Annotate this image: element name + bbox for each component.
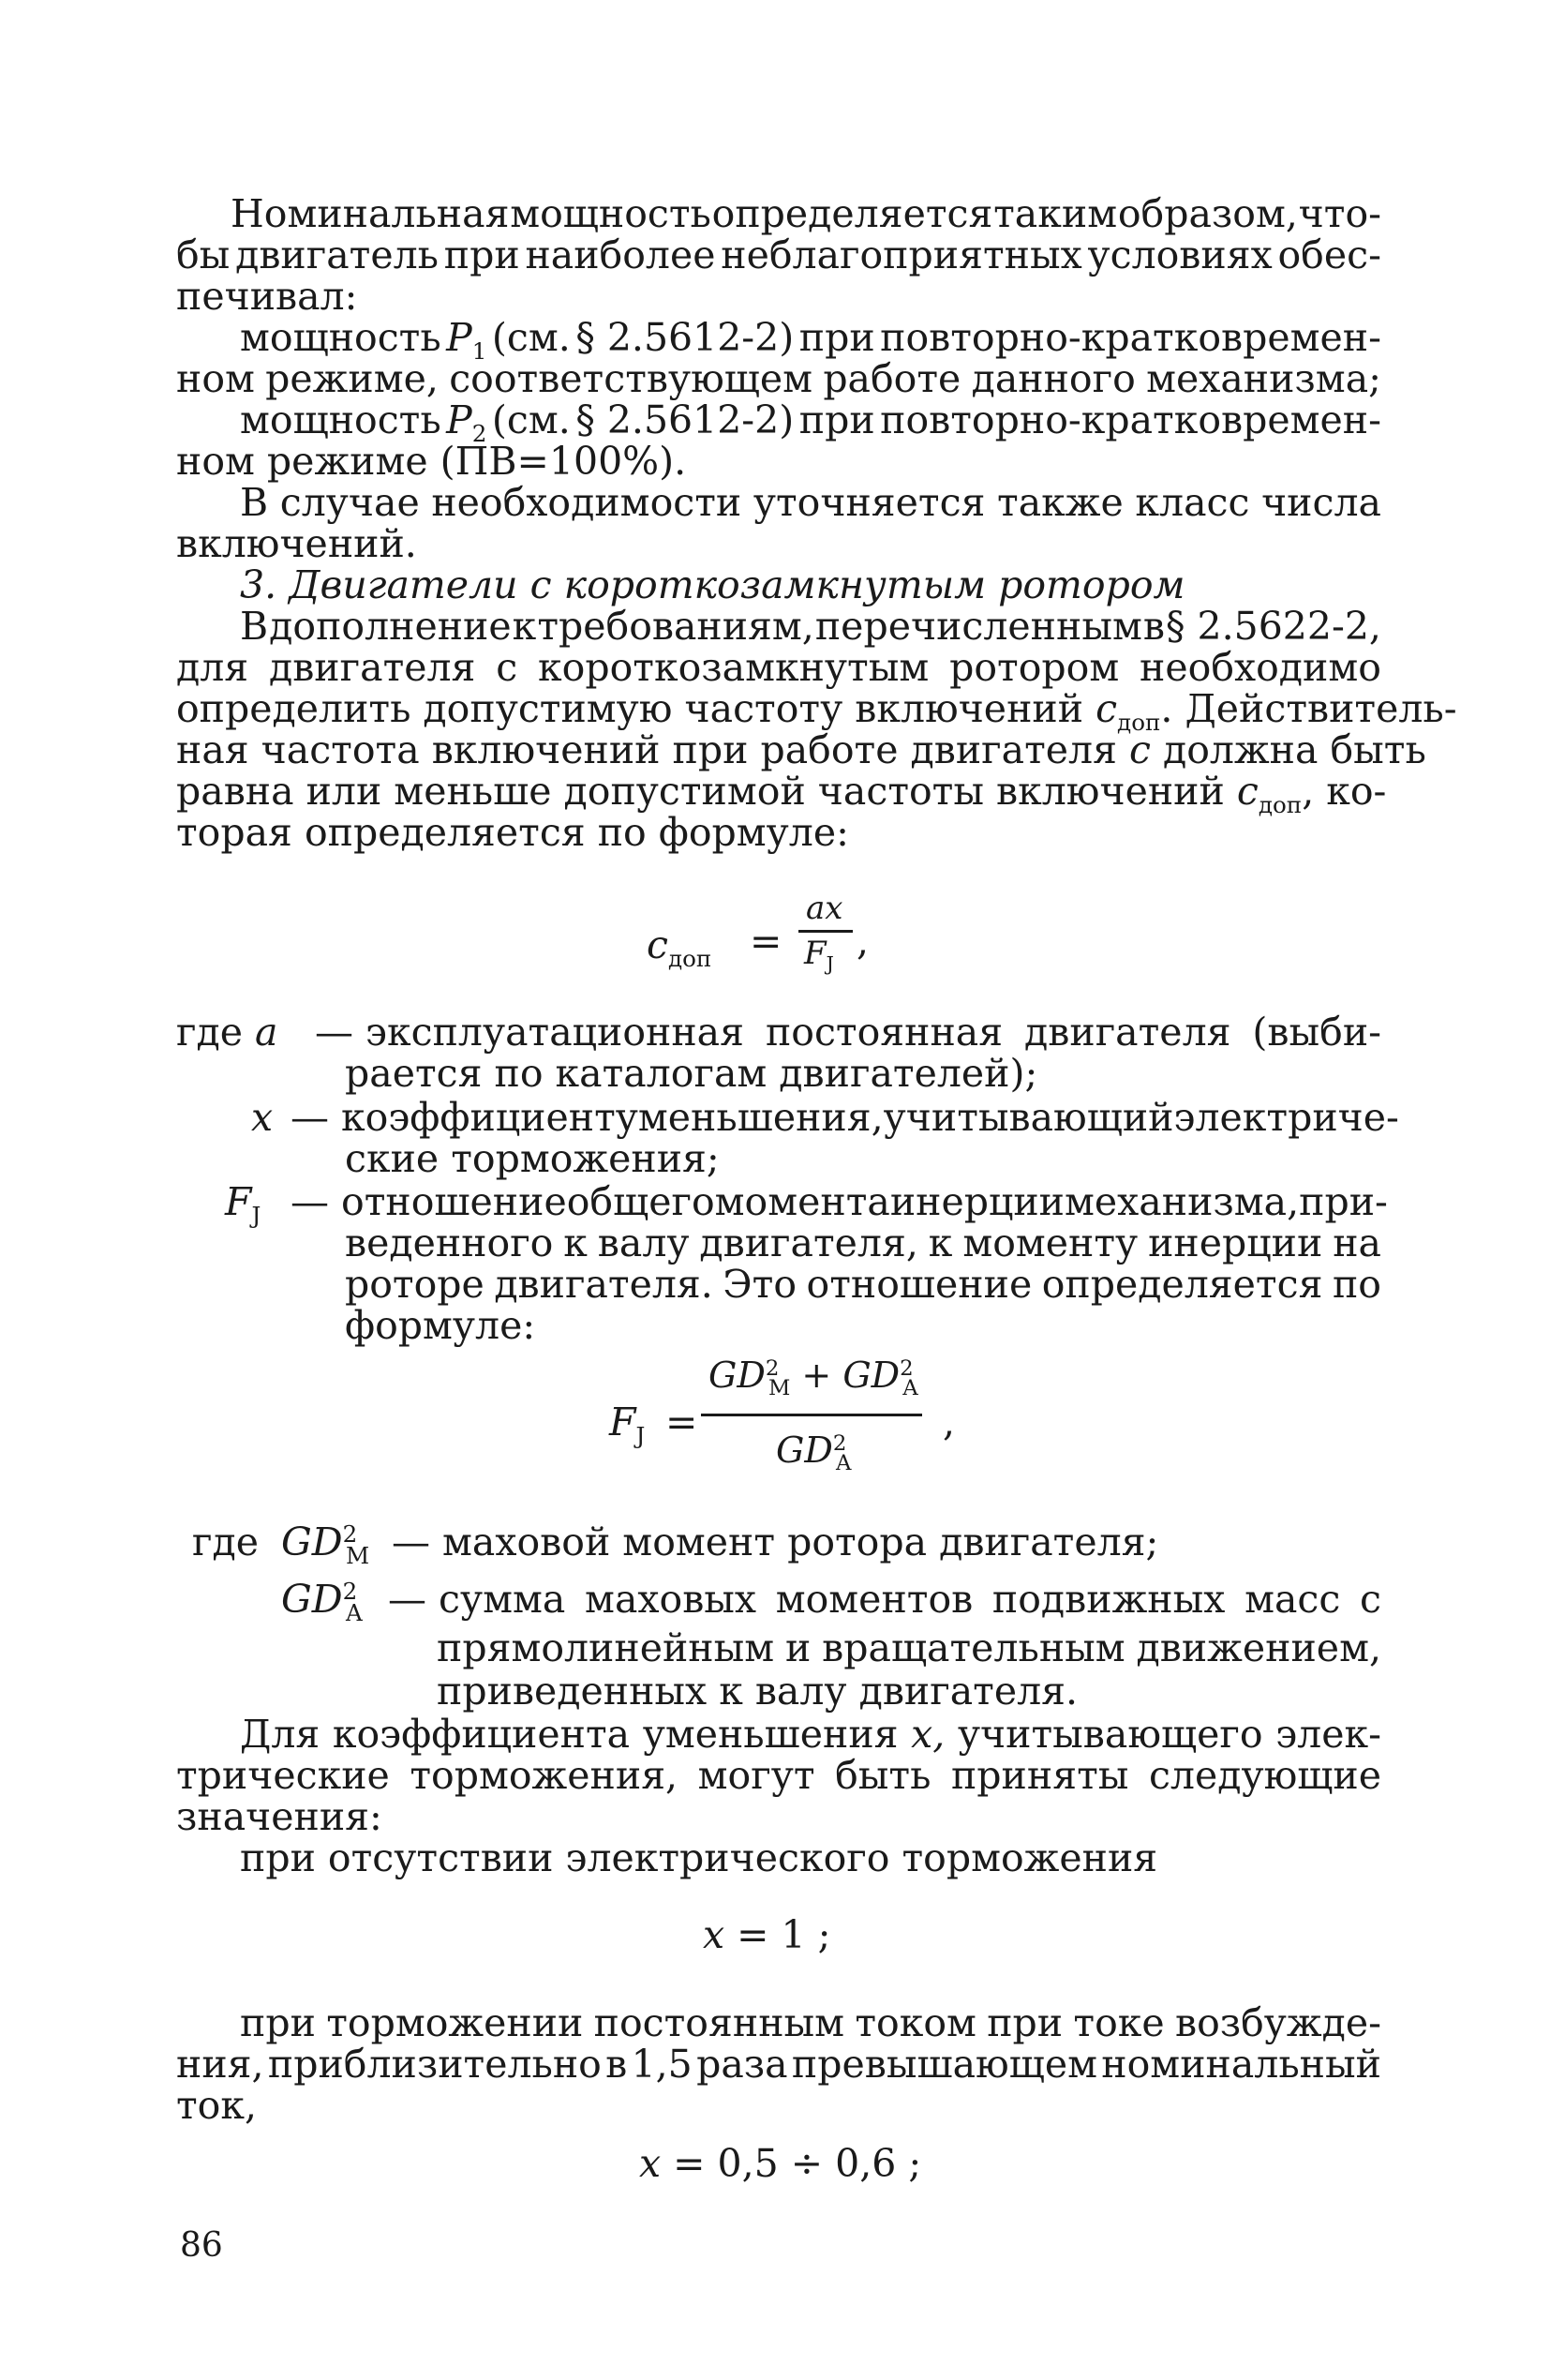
defs1-f-symbol: $F_J$ — [225, 1179, 261, 1229]
case2-line2: ния, приблизительно в 1,5 раза превышающем номинальный — [176, 2042, 1381, 2087]
defs1-f-line4: формуле: — [345, 1303, 536, 1348]
formula1-fraction-bar — [798, 930, 853, 933]
formula1-lhs: $c_{доп}$ — [647, 922, 712, 972]
para3-line6: торая определяется по формуле: — [176, 810, 849, 855]
para3-line1: В дополнение к требованиям, перечисленным в § 2.5622-2, — [240, 604, 1381, 649]
defs1-x-symbol: x — [251, 1095, 274, 1140]
case2-line1: при торможении постоянным током при токе возбужде- — [240, 2000, 1381, 2045]
section-heading: 3. Двигатели с короткозамкнутым ротором — [240, 562, 1185, 607]
formula1-denominator: $F_J$ — [804, 935, 834, 976]
defs1-a-line2: рается по каталогам двигателей); — [345, 1051, 1038, 1096]
para3-line4: ная частота включений при работе двигателя c должна быть — [176, 727, 1426, 772]
defs2-lead: где — [192, 1519, 259, 1564]
item2-line2: ном режиме (ПВ=100%). — [176, 439, 687, 484]
para1-line3: печивал: — [176, 274, 358, 319]
para3-line5: равна или меньше допустимой частоты включений $c_{доп}$, ко- — [176, 769, 1387, 818]
defs2-m-text: — маховой момент ротора двигателя; — [392, 1519, 1159, 1564]
item1-line2: ном режиме, соответствующем работе данного механизма; — [176, 356, 1381, 401]
formula1-numerator: ax — [806, 890, 843, 927]
defs1-x-line2: ские торможения; — [345, 1136, 720, 1181]
defs1-f-line3: роторе двигателя. Это отношение определяется по — [345, 1262, 1381, 1307]
formula1-comma: , — [857, 919, 870, 964]
para4-line1: Для коэффициента уменьшения x, учитывающего элек- — [240, 1712, 1381, 1757]
defs2-m-symbol: $GD^2_M$ — [281, 1519, 370, 1569]
defs2-a-line2: прямолинейным и вращательным движением, — [437, 1625, 1381, 1670]
item1-line1: мощность $P_1$ (см. § 2.5612-2) при повторно-кратковремен- — [240, 315, 1381, 365]
formula2-lhs: $F_J$ — [609, 1400, 646, 1449]
defs2-a-line1: — сумма маховых моментов подвижных масс с — [388, 1577, 1381, 1622]
formula2-fraction-bar — [701, 1414, 922, 1416]
defs1-f-line1: — отношение общего момента инерции механизма, при- — [291, 1179, 1388, 1224]
para3-line2: для двигателя с короткозамкнутым ротором необходимо — [176, 645, 1381, 690]
formula2-comma: , — [943, 1400, 956, 1444]
case2-line3: ток, — [176, 2083, 258, 2128]
formula3: x = 1 ; — [703, 1912, 831, 1957]
para1-line2: бы двигатель при наиболее неблагоприятных условиях обес- — [176, 232, 1381, 277]
formula2-eq: = — [665, 1400, 698, 1444]
item2-line1: мощность $P_2$ (см. § 2.5612-2) при повторно-кратковремен- — [240, 397, 1381, 447]
para1-line1: Номинальная мощность определяется таким образом, что- — [231, 191, 1381, 236]
defs1-a-line1: — эксплуатационная постоянная двигателя (выби- — [315, 1010, 1381, 1055]
defs1-f-line2: веденного к валу двигателя, к моменту инерции на — [345, 1220, 1381, 1265]
formula2-denominator: $GD^2_A$ — [776, 1429, 852, 1475]
defs1-x-line1: — коэффициент уменьшения, учитывающий электриче- — [291, 1095, 1399, 1140]
para2-line2: включений. — [176, 521, 417, 566]
formula2-numerator: $GD^2_M + GD^2_A$ — [708, 1355, 918, 1400]
formula1-eq: = — [750, 919, 782, 964]
para4-line2: трические торможения, могут быть приняты следующие — [176, 1753, 1381, 1798]
page-number: 86 — [180, 2226, 223, 2265]
case1-text: при отсутствии электрического торможения — [240, 1835, 1158, 1880]
para4-line3: значения: — [176, 1794, 382, 1839]
para3-line3: определить допустимую частоту включений $c_{доп}$. Действитель- — [176, 686, 1457, 736]
para2-line1: В случае необходимости уточняется также класс числа — [240, 480, 1381, 525]
defs2-a-line3: приведенных к валу двигателя. — [437, 1669, 1079, 1714]
defs1-lead: где a — [176, 1010, 278, 1055]
formula4: x = 0,5 ÷ 0,6 ; — [639, 2141, 922, 2186]
defs2-a-symbol: $GD^2_A$ — [281, 1577, 363, 1626]
